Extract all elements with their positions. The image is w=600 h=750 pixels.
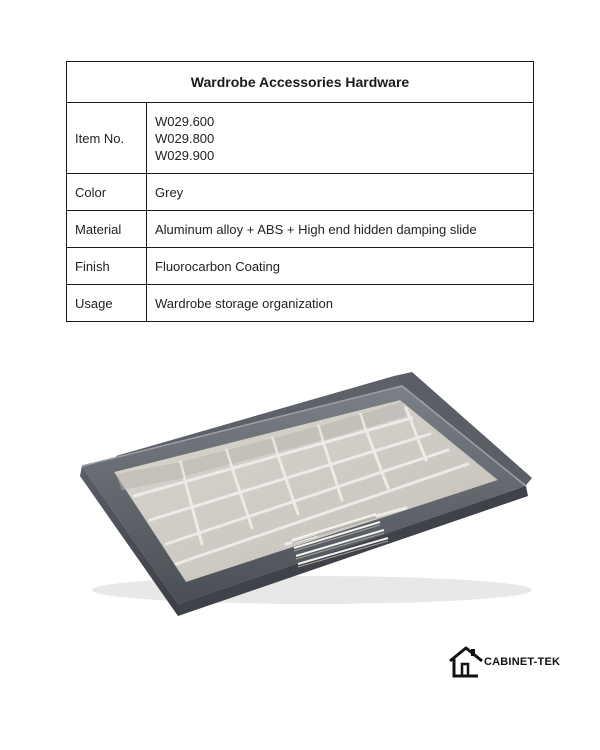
material-value: Aluminum alloy + ABS + High end hidden damping slide xyxy=(155,221,477,237)
row-finish xyxy=(67,248,533,285)
color-value: Grey xyxy=(155,184,184,200)
item-no-label: Item No. xyxy=(67,103,147,173)
row-material xyxy=(67,211,533,248)
color-label: Color xyxy=(67,174,147,210)
logo-text: CABINET-TEK xyxy=(484,656,561,668)
item-no-value: W029.600 xyxy=(155,113,215,129)
item-no-value: W029.800 xyxy=(155,130,215,146)
finish-value: Fluorocarbon Coating xyxy=(155,258,281,274)
item-no-value: W029.900 xyxy=(155,147,215,163)
house-icon xyxy=(446,645,486,679)
finish-label: Finish xyxy=(67,248,147,284)
cabinet-tek-logo xyxy=(446,645,560,679)
row-usage xyxy=(67,285,533,321)
item-no-values xyxy=(147,103,533,173)
spec-table xyxy=(66,61,534,322)
row-color xyxy=(67,174,533,211)
material-label: Material xyxy=(67,211,147,247)
spec-table-title: Wardrobe Accessories Hardware xyxy=(67,62,533,103)
row-item-no xyxy=(67,103,533,174)
usage-value: Wardrobe storage organization xyxy=(155,295,334,311)
tray-organizer-image xyxy=(76,368,532,618)
usage-label: Usage xyxy=(67,285,147,321)
